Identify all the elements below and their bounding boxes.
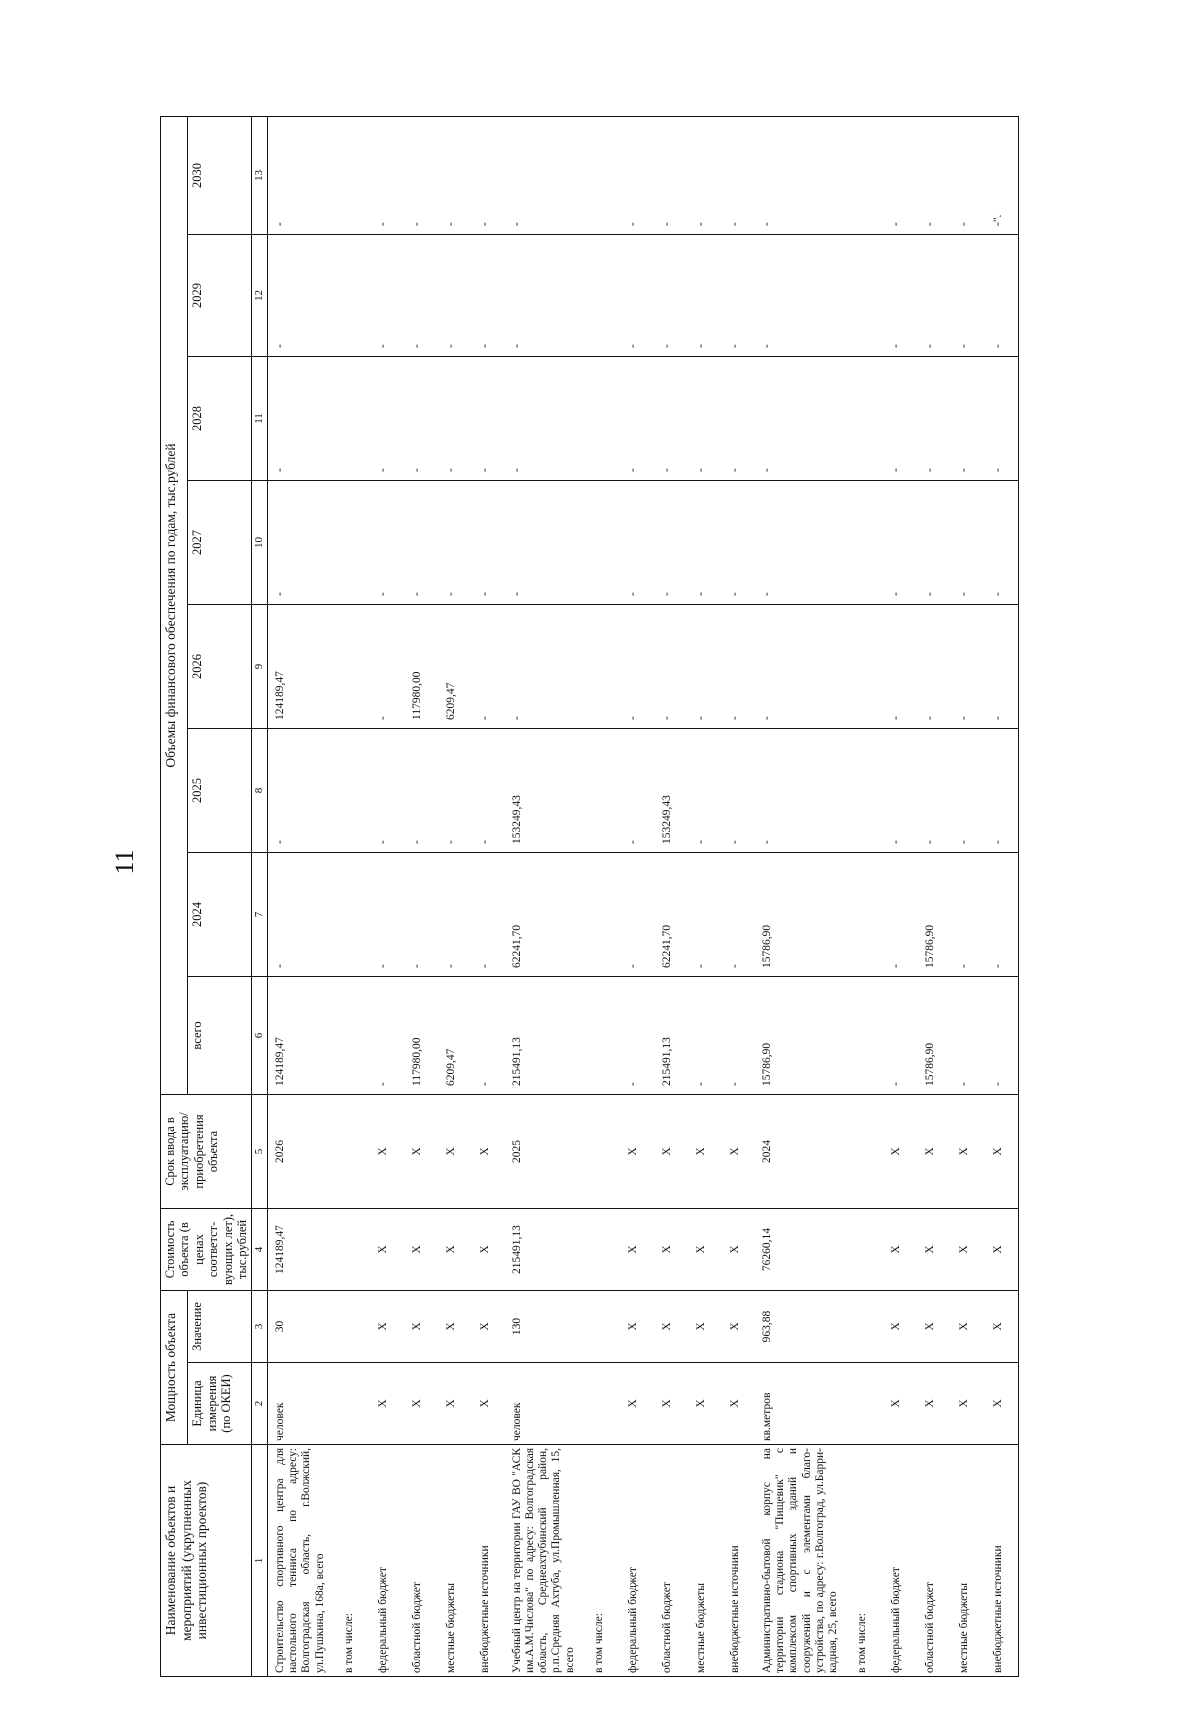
row-commissioning: 2026 xyxy=(267,1095,334,1209)
header-total: всего xyxy=(188,977,252,1095)
row-year-value: - xyxy=(755,357,848,481)
row-year-value: - xyxy=(653,117,687,235)
row-commissioning: X xyxy=(984,1095,1019,1209)
row-name: в том числе: xyxy=(848,1445,882,1677)
row-name: в том числе: xyxy=(335,1445,369,1677)
row-unit xyxy=(585,1363,619,1445)
row-unit xyxy=(335,1363,369,1445)
row-name: местные бюджеты xyxy=(950,1445,984,1677)
row-name: местные бюджеты xyxy=(687,1445,721,1677)
row-value xyxy=(848,1291,882,1363)
table-row xyxy=(403,117,437,1677)
row-year-value: - xyxy=(471,853,505,977)
row-year-value: - xyxy=(687,235,721,357)
row-year-value: - xyxy=(403,481,437,605)
row-year-value: - xyxy=(687,729,721,853)
row-year-value: - xyxy=(755,235,848,357)
row-year-value: - xyxy=(471,235,505,357)
row-year-value: 62241,70 xyxy=(505,853,585,977)
row-unit: X xyxy=(984,1363,1019,1445)
row-year-value: - xyxy=(403,117,437,235)
financing-table xyxy=(160,116,1019,1677)
row-year-value: - xyxy=(950,729,984,853)
row-year-value: - xyxy=(619,605,653,729)
row-commissioning: X xyxy=(437,1095,471,1209)
column-number: 8 xyxy=(252,729,268,853)
row-commissioning: X xyxy=(471,1095,505,1209)
row-name: Учебный центр на территории ГАУ ВО "АСК им.А.М.Числова" по адресу: Волгоградская область, Среднеахтубинский район, р.п.Средняя Ахтуба, ул.Промышленная, 15, всего xyxy=(505,1445,585,1677)
row-total xyxy=(335,977,369,1095)
row-year-value: - xyxy=(984,605,1019,729)
row-year-value: - xyxy=(950,357,984,481)
row-year-value xyxy=(585,117,619,235)
row-year-value: - xyxy=(721,605,755,729)
header-capacity: Мощность объекта xyxy=(161,1291,188,1445)
row-name: в том числе: xyxy=(585,1445,619,1677)
row-year-value: - xyxy=(403,729,437,853)
header-year: 2026 xyxy=(188,605,252,729)
row-year-value: - xyxy=(950,117,984,235)
row-total: - xyxy=(950,977,984,1095)
row-year-value xyxy=(335,853,369,977)
row-year-value: - xyxy=(653,605,687,729)
row-year-value: - xyxy=(369,117,403,235)
row-value: X xyxy=(369,1291,403,1363)
row-year-value xyxy=(848,481,882,605)
row-unit: человек xyxy=(267,1363,334,1445)
row-year-value: - xyxy=(916,605,950,729)
row-year-value xyxy=(585,605,619,729)
row-name: федеральный бюджет xyxy=(619,1445,653,1677)
row-year-value xyxy=(335,605,369,729)
row-year-value: - xyxy=(619,853,653,977)
row-year-value: - xyxy=(950,605,984,729)
row-commissioning: X xyxy=(403,1095,437,1209)
row-unit: X xyxy=(471,1363,505,1445)
row-year-value: - xyxy=(437,117,471,235)
row-commissioning: X xyxy=(653,1095,687,1209)
row-commissioning xyxy=(585,1095,619,1209)
row-year-value xyxy=(848,605,882,729)
row-value xyxy=(335,1291,369,1363)
row-year-value: - xyxy=(916,481,950,605)
row-value: X xyxy=(437,1291,471,1363)
row-name: федеральный бюджет xyxy=(882,1445,916,1677)
row-year-value: - xyxy=(267,117,334,235)
table-row xyxy=(984,117,1019,1677)
row-year-value: - xyxy=(619,357,653,481)
row-value: X xyxy=(950,1291,984,1363)
row-value: X xyxy=(687,1291,721,1363)
row-cost: X xyxy=(369,1209,403,1291)
row-unit: X xyxy=(721,1363,755,1445)
row-year-value: - xyxy=(369,853,403,977)
row-name: внебюджетные источники xyxy=(471,1445,505,1677)
row-year-value: 15786,90 xyxy=(755,853,848,977)
row-total: 15786,90 xyxy=(916,977,950,1095)
header-year: 2030 xyxy=(188,117,252,235)
row-year-value: - xyxy=(984,729,1019,853)
row-value: 963,88 xyxy=(755,1291,848,1363)
row-unit: X xyxy=(950,1363,984,1445)
row-unit xyxy=(848,1363,882,1445)
row-year-value: - xyxy=(721,357,755,481)
row-year-value: - xyxy=(984,853,1019,977)
row-cost xyxy=(585,1209,619,1291)
row-year-value: - xyxy=(505,117,585,235)
row-year-value xyxy=(335,235,369,357)
row-value: X xyxy=(984,1291,1019,1363)
row-year-value xyxy=(848,235,882,357)
row-unit: X xyxy=(882,1363,916,1445)
row-total: 215491,13 xyxy=(653,977,687,1095)
row-year-value: - xyxy=(721,729,755,853)
row-commissioning: X xyxy=(916,1095,950,1209)
header-year: 2029 xyxy=(188,235,252,357)
row-year-value: - xyxy=(619,235,653,357)
column-number: 12 xyxy=(252,235,268,357)
row-year-value: - xyxy=(984,235,1019,357)
row-total xyxy=(585,977,619,1095)
row-year-value: - xyxy=(471,605,505,729)
row-year-value: - xyxy=(403,853,437,977)
row-year-value: - xyxy=(267,357,334,481)
row-value: X xyxy=(916,1291,950,1363)
row-value: 130 xyxy=(505,1291,585,1363)
row-year-value xyxy=(848,729,882,853)
row-year-value xyxy=(335,481,369,605)
row-year-value: - xyxy=(369,729,403,853)
row-total: - xyxy=(687,977,721,1095)
column-number: 6 xyxy=(252,977,268,1095)
row-year-value xyxy=(585,357,619,481)
page-number-text: 11 xyxy=(110,849,139,875)
row-year-value xyxy=(585,853,619,977)
row-year-value: - xyxy=(471,729,505,853)
row-cost: X xyxy=(619,1209,653,1291)
row-total: - xyxy=(984,977,1019,1095)
row-year-value: - xyxy=(619,117,653,235)
row-year-value: - xyxy=(653,357,687,481)
row-commissioning: 2025 xyxy=(505,1095,585,1209)
row-year-value: - xyxy=(369,605,403,729)
row-name: внебюджетные источники xyxy=(721,1445,755,1677)
row-year-value xyxy=(848,117,882,235)
row-commissioning: X xyxy=(619,1095,653,1209)
row-commissioning: X xyxy=(882,1095,916,1209)
row-year-value: - xyxy=(403,357,437,481)
row-commissioning: X xyxy=(950,1095,984,1209)
table-row xyxy=(848,117,882,1677)
row-year-value: - xyxy=(882,605,916,729)
row-year-value: - xyxy=(437,357,471,481)
row-year-value: 62241,70 xyxy=(653,853,687,977)
row-cost: X xyxy=(950,1209,984,1291)
row-year-value: - xyxy=(369,357,403,481)
row-unit: человек xyxy=(505,1363,585,1445)
row-year-value: - xyxy=(950,235,984,357)
row-year-value: - xyxy=(916,117,950,235)
row-total xyxy=(848,977,882,1095)
row-year-value: - xyxy=(267,729,334,853)
row-unit: X xyxy=(403,1363,437,1445)
row-year-value: - xyxy=(653,481,687,605)
row-year-value: 153249,43 xyxy=(653,729,687,853)
row-year-value: - xyxy=(653,235,687,357)
column-number: 9 xyxy=(252,605,268,729)
column-number: 7 xyxy=(252,853,268,977)
row-cost: X xyxy=(984,1209,1019,1291)
row-year-value: - xyxy=(882,235,916,357)
row-year-value xyxy=(335,117,369,235)
row-year-value: - xyxy=(687,481,721,605)
header-value: Значение xyxy=(188,1291,252,1363)
table-row xyxy=(369,117,403,1677)
row-value: X xyxy=(403,1291,437,1363)
row-year-value: - xyxy=(721,235,755,357)
table-row xyxy=(619,117,653,1677)
row-year-value: - xyxy=(882,853,916,977)
row-year-value: - xyxy=(984,481,1019,605)
row-year-value: -". xyxy=(984,117,1019,235)
row-unit: X xyxy=(687,1363,721,1445)
row-year-value xyxy=(585,481,619,605)
row-year-value: - xyxy=(687,605,721,729)
row-year-value: - xyxy=(721,481,755,605)
table-row xyxy=(755,117,848,1677)
row-year-value: - xyxy=(471,481,505,605)
header-year: 2027 xyxy=(188,481,252,605)
column-number: 5 xyxy=(252,1095,268,1209)
row-unit: X xyxy=(916,1363,950,1445)
row-year-value: - xyxy=(984,357,1019,481)
row-name: областной бюджет xyxy=(403,1445,437,1677)
row-year-value: - xyxy=(950,853,984,977)
row-value: X xyxy=(653,1291,687,1363)
row-year-value: 6209,47 xyxy=(437,605,471,729)
row-total: 124189,47 xyxy=(267,977,334,1095)
row-commissioning: X xyxy=(687,1095,721,1209)
row-total: - xyxy=(369,977,403,1095)
row-cost: X xyxy=(437,1209,471,1291)
row-year-value xyxy=(335,357,369,481)
header-year: 2025 xyxy=(188,729,252,853)
row-name: областной бюджет xyxy=(653,1445,687,1677)
table-row xyxy=(950,117,984,1677)
row-year-value: - xyxy=(882,481,916,605)
table-row xyxy=(721,117,755,1677)
row-value: X xyxy=(721,1291,755,1363)
row-value: X xyxy=(882,1291,916,1363)
row-total: - xyxy=(882,977,916,1095)
row-year-value: 15786,90 xyxy=(916,853,950,977)
row-cost xyxy=(335,1209,369,1291)
row-year-value: - xyxy=(755,117,848,235)
row-value xyxy=(585,1291,619,1363)
row-year-value: - xyxy=(687,853,721,977)
row-year-value: - xyxy=(950,481,984,605)
row-year-value: - xyxy=(687,357,721,481)
row-unit: X xyxy=(653,1363,687,1445)
row-year-value: - xyxy=(755,729,848,853)
row-unit: X xyxy=(437,1363,471,1445)
row-year-value xyxy=(335,729,369,853)
row-unit: X xyxy=(369,1363,403,1445)
row-total: - xyxy=(471,977,505,1095)
row-year-value: - xyxy=(505,235,585,357)
row-value: X xyxy=(619,1291,653,1363)
row-cost: X xyxy=(403,1209,437,1291)
row-year-value: - xyxy=(505,605,585,729)
column-number: 11 xyxy=(252,357,268,481)
row-cost: 76260,14 xyxy=(755,1209,848,1291)
row-cost: X xyxy=(721,1209,755,1291)
row-total: 117980,00 xyxy=(403,977,437,1095)
row-year-value: 153249,43 xyxy=(505,729,585,853)
table-row xyxy=(687,117,721,1677)
row-unit: X xyxy=(619,1363,653,1445)
row-year-value: - xyxy=(916,235,950,357)
row-cost: X xyxy=(687,1209,721,1291)
row-year-value: - xyxy=(471,357,505,481)
row-year-value: 117980,00 xyxy=(403,605,437,729)
column-number: 4 xyxy=(252,1209,268,1291)
row-name: Строительство спортивного центра для настольного тенниса по адресу: Волгоградская область, г.Волжский, ул.Пушкина, 168а, всего xyxy=(267,1445,334,1677)
row-cost: X xyxy=(653,1209,687,1291)
row-year-value: - xyxy=(369,235,403,357)
row-cost: 215491,13 xyxy=(505,1209,585,1291)
row-year-value: - xyxy=(369,481,403,605)
row-year-value: - xyxy=(437,853,471,977)
column-number: 2 xyxy=(252,1363,268,1445)
row-name: федеральный бюджет xyxy=(369,1445,403,1677)
row-total: - xyxy=(619,977,653,1095)
row-year-value: - xyxy=(437,729,471,853)
row-name: областной бюджет xyxy=(916,1445,950,1677)
row-commissioning xyxy=(335,1095,369,1209)
row-cost: X xyxy=(882,1209,916,1291)
row-cost xyxy=(848,1209,882,1291)
row-total: 6209,47 xyxy=(437,977,471,1095)
row-cost: X xyxy=(916,1209,950,1291)
header-unit: Единица измерения (по ОКЕИ) xyxy=(188,1363,252,1445)
row-year-value: - xyxy=(267,853,334,977)
row-commissioning: X xyxy=(721,1095,755,1209)
row-year-value: - xyxy=(619,729,653,853)
column-number-row xyxy=(252,117,268,1677)
row-commissioning xyxy=(848,1095,882,1209)
row-year-value: - xyxy=(755,605,848,729)
table-row xyxy=(267,117,334,1677)
row-year-value: - xyxy=(471,117,505,235)
row-year-value xyxy=(848,853,882,977)
row-year-value: - xyxy=(721,117,755,235)
row-total: 15786,90 xyxy=(755,977,848,1095)
row-year-value: - xyxy=(721,853,755,977)
row-name: местные бюджеты xyxy=(437,1445,471,1677)
header-commissioning: Срок ввода в эксплуатацию/ приобретения объекта xyxy=(161,1095,252,1209)
row-name: внебюджетные источники xyxy=(984,1445,1019,1677)
table-row xyxy=(585,117,619,1677)
row-year-value: - xyxy=(687,117,721,235)
row-year-value: - xyxy=(619,481,653,605)
row-value: X xyxy=(471,1291,505,1363)
row-year-value: - xyxy=(267,235,334,357)
row-commissioning: X xyxy=(369,1095,403,1209)
row-year-value: - xyxy=(882,357,916,481)
row-year-value: - xyxy=(403,235,437,357)
column-number: 1 xyxy=(252,1445,268,1677)
header-name: Наименование объектов и мероприятий (укрупненных инвестиционных проектов) xyxy=(161,1445,252,1677)
row-year-value: - xyxy=(437,235,471,357)
row-year-value xyxy=(585,729,619,853)
row-year-value: - xyxy=(437,481,471,605)
row-name: Административно-бытовой корпус на территории стадиона "Пищевик" с комплексом спортивных зданий и сооружений и с элементами благо-устройства, по адресу: г.Волгоград, ул.Барри-кадная, 25, всего xyxy=(755,1445,848,1677)
table-row xyxy=(335,117,369,1677)
row-year-value: - xyxy=(267,481,334,605)
row-year-value: - xyxy=(916,357,950,481)
row-year-value: - xyxy=(882,729,916,853)
row-year-value: - xyxy=(755,481,848,605)
table-row xyxy=(471,117,505,1677)
row-year-value xyxy=(585,235,619,357)
row-year-value: - xyxy=(882,117,916,235)
header-funding: Объемы финансового обеспечения по годам, тыс.рублей xyxy=(161,117,188,1095)
row-year-value xyxy=(848,357,882,481)
header-year: 2024 xyxy=(188,853,252,977)
table-row xyxy=(916,117,950,1677)
header-cost: Стоимость объекта (в ценах соответст-вующих лет), тыс.рублей xyxy=(161,1209,252,1291)
header-year: 2028 xyxy=(188,357,252,481)
row-total: - xyxy=(721,977,755,1095)
row-year-value: - xyxy=(505,357,585,481)
row-cost: X xyxy=(471,1209,505,1291)
table-row xyxy=(653,117,687,1677)
column-number: 13 xyxy=(252,117,268,235)
table-row xyxy=(437,117,471,1677)
row-cost: 124189,47 xyxy=(267,1209,334,1291)
row-year-value: - xyxy=(505,481,585,605)
row-total: 215491,13 xyxy=(505,977,585,1095)
table-row xyxy=(882,117,916,1677)
table-row xyxy=(505,117,585,1677)
column-number: 10 xyxy=(252,481,268,605)
row-year-value: 124189,47 xyxy=(267,605,334,729)
row-year-value: - xyxy=(916,729,950,853)
column-number: 3 xyxy=(252,1291,268,1363)
row-value: 30 xyxy=(267,1291,334,1363)
row-commissioning: 2024 xyxy=(755,1095,848,1209)
row-unit: кв.метров xyxy=(755,1363,848,1445)
